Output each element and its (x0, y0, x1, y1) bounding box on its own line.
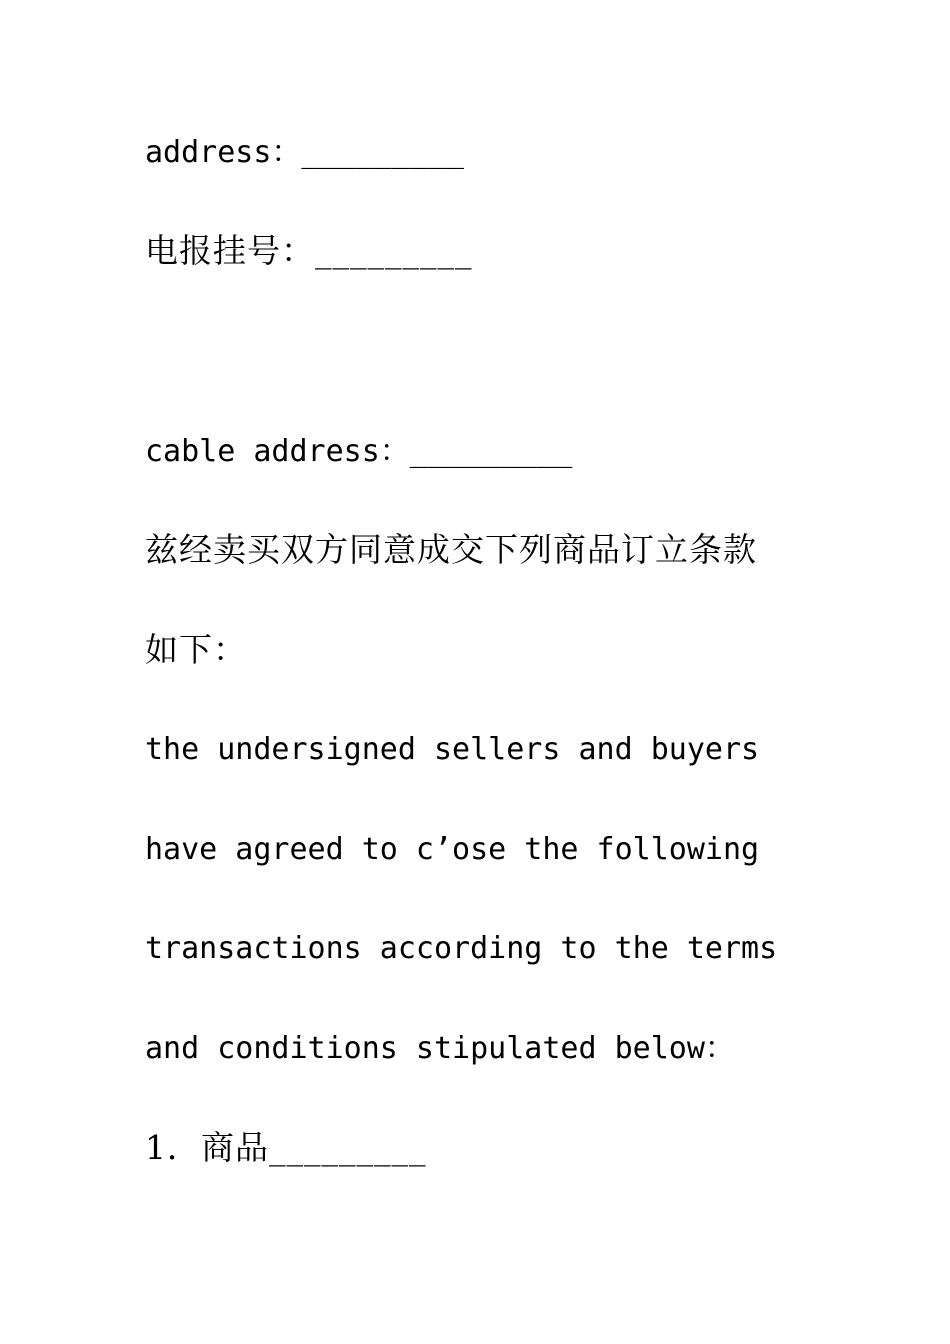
cable-address-field-line: cable address：_________ (145, 434, 573, 469)
agreement-intro-continuation: 如下： (145, 630, 247, 669)
english-intro-line-1: the undersigned sellers and buyers (145, 732, 760, 767)
cable-code-field-line: 电报挂号：_________ (145, 231, 473, 270)
english-intro-line-2: have agreed to c’ose the following (145, 832, 760, 867)
agreement-intro-line: 兹经卖买双方同意成交下列商品订立条款 (145, 530, 757, 569)
commodity-field-line: 1．商品_________ (145, 1128, 427, 1167)
address-field-line: address：_________ (145, 135, 464, 170)
english-intro-line-3: transactions according to the terms (145, 931, 778, 966)
english-intro-line-4: and conditions stipulated below： (145, 1031, 735, 1066)
